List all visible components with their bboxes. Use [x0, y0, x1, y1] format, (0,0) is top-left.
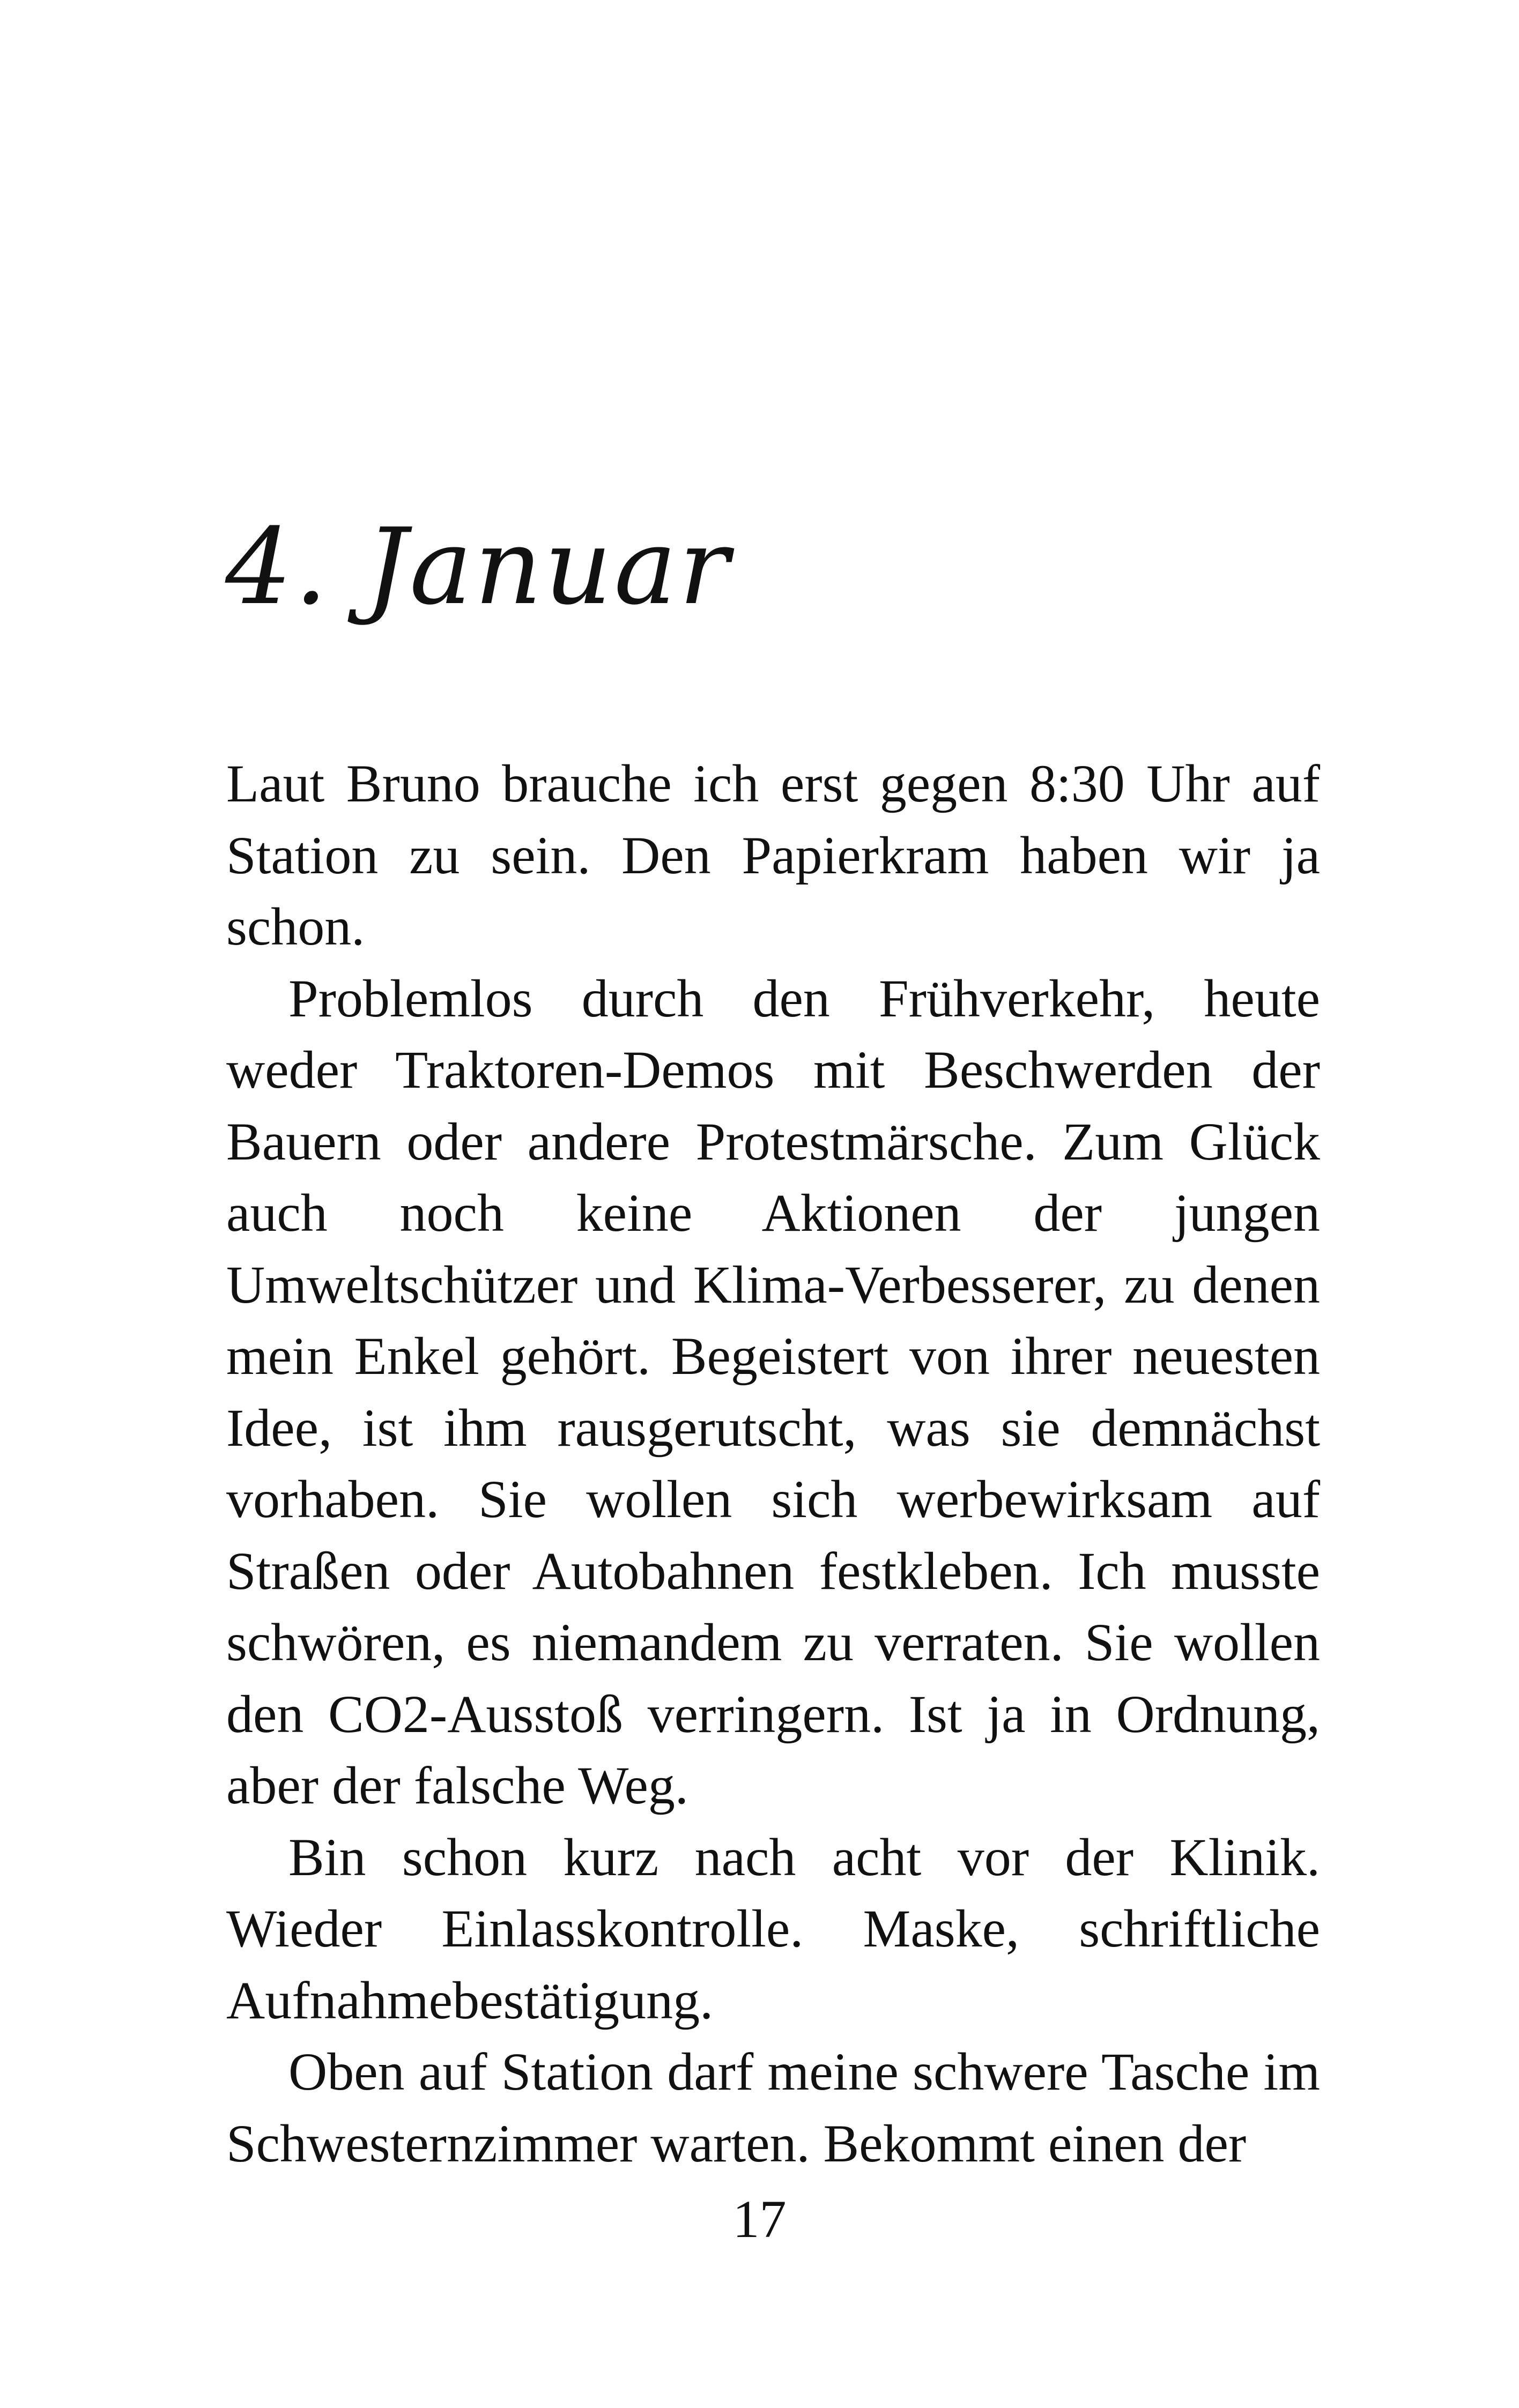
paragraph: Bin schon kurz nach acht vor der Klinik. Wieder Einlasskontrolle. Maske, schriftliche Aufnahmebestätigung.	[226, 1827, 1320, 2030]
body-text	[226, 748, 1320, 2179]
page-number: 17	[732, 2189, 787, 2249]
paragraph: Problemlos durch den Frühverkehr, heute weder Traktoren-Demos mit Beschwerden der Bauern oder andere Protestmärsche. Zum Glück auch noch keine Aktionen der jungen Umweltschützer und Klima-Verbesserer, zu denen mein Enkel gehört. Begeistert von ihrer neuesten Idee, ist ihm rausgerutscht, was sie demnächst vorhaben. Sie wollen sich werbewirksam auf Straßen oder Autobahnen festkleben. Ich musste schwören, es niemandem zu verraten. Sie wollen den CO2-Ausstoß verringern. Ist ja in Ordnung, aber der falsche Weg.	[226, 968, 1320, 1815]
chapter-title: 4. Januar	[225, 506, 731, 628]
paragraph: Oben auf Station darf meine schwere Tasche im Schwesternzimmer warten. Bekommt einen der	[226, 2042, 1320, 2173]
paragraph: Laut Bruno brauche ich erst gegen 8:30 Uhr auf Station zu sein. Den Papierkram haben wir ja schon.	[226, 754, 1320, 956]
